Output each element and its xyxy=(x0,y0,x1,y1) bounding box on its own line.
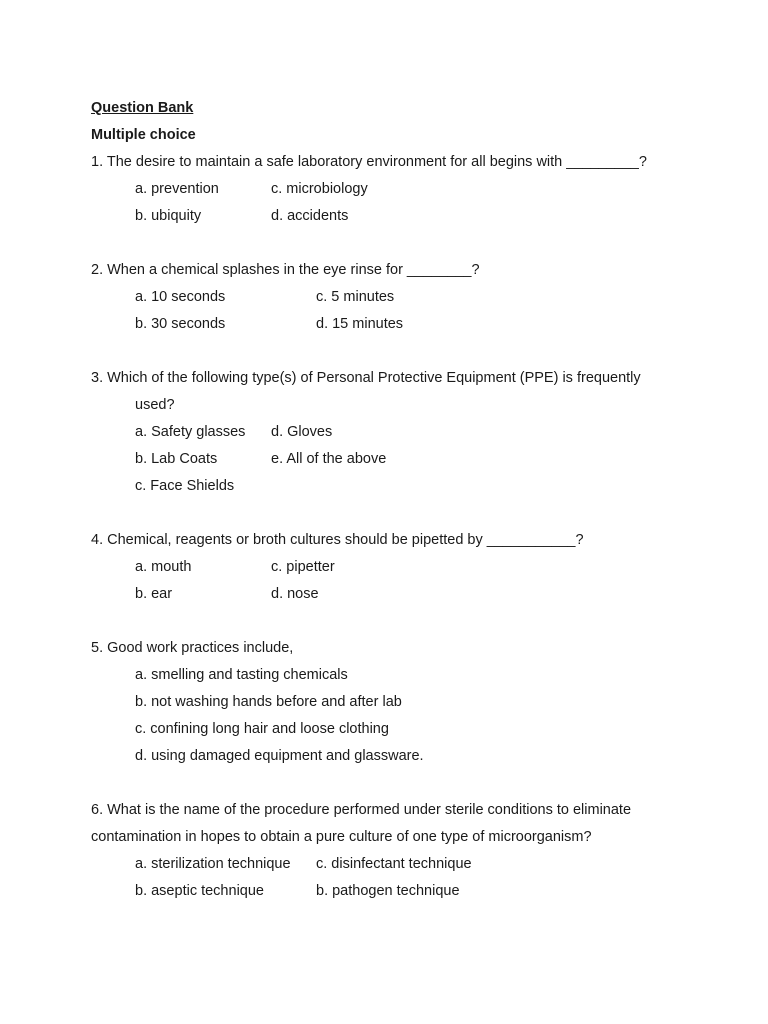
question-5-option-a: a. smelling and tasting chemicals xyxy=(135,667,348,683)
question-5-text: 5. Good work practices include, xyxy=(91,640,294,656)
question-3-text: 3. Which of the following type(s) of Personal Protective Equipment (PPE) is frequently xyxy=(91,370,641,386)
question-4-option-c: c. pipetter xyxy=(271,559,335,575)
question-6-option-c: c. disinfectant technique xyxy=(316,856,472,872)
question-4-text: 4. Chemical, reagents or broth cultures should be pipetted by ___________? xyxy=(91,532,584,548)
question-1-option-b: b. ubiquity xyxy=(135,208,202,224)
question-2-option-b: b. 30 seconds xyxy=(135,316,226,332)
question-5-option-c: c. confining long hair and loose clothing xyxy=(135,721,389,737)
question-1-option-c: c. microbiology xyxy=(271,181,368,197)
question-5-option-d: d. using damaged equipment and glassware. xyxy=(135,748,424,764)
question-2-text: 2. When a chemical splashes in the eye rinse for ________? xyxy=(91,262,480,278)
question-3-text-continued: used? xyxy=(135,397,175,413)
question-6-option-b: b. aseptic technique xyxy=(135,883,264,899)
document-title: Question Bank xyxy=(91,100,194,116)
question-2-option-d: d. 15 minutes xyxy=(316,316,404,332)
question-2-option-c: c. 5 minutes xyxy=(316,289,395,305)
question-3-option-b: b. Lab Coats xyxy=(135,451,218,467)
question-6-text: 6. What is the name of the procedure performed under sterile conditions to eliminate xyxy=(91,802,632,818)
question-6-option-b2: b. pathogen technique xyxy=(316,883,460,899)
question-6-text-continued: contamination in hopes to obtain a pure culture of one type of microorganism? xyxy=(91,829,592,845)
question-5-option-b: b. not washing hands before and after lab xyxy=(135,694,402,710)
question-3-option-e: e. All of the above xyxy=(271,451,387,467)
question-4-option-a: a. mouth xyxy=(135,559,192,575)
question-4-option-b: b. ear xyxy=(135,586,173,602)
question-3-option-d: d. Gloves xyxy=(271,424,333,440)
question-1-text: 1. The desire to maintain a safe laboratory environment for all begins with _________? xyxy=(91,154,647,170)
question-4-option-d: d. nose xyxy=(271,586,319,602)
question-3-option-c: c. Face Shields xyxy=(135,478,235,494)
question-2-option-a: a. 10 seconds xyxy=(135,289,226,305)
question-1-option-d: d. accidents xyxy=(271,208,349,224)
question-6-option-a: a. sterilization technique xyxy=(135,856,291,872)
section-heading: Multiple choice xyxy=(91,127,196,143)
question-1-option-a: a. prevention xyxy=(135,181,219,197)
question-3-option-a: a. Safety glasses xyxy=(135,424,246,440)
